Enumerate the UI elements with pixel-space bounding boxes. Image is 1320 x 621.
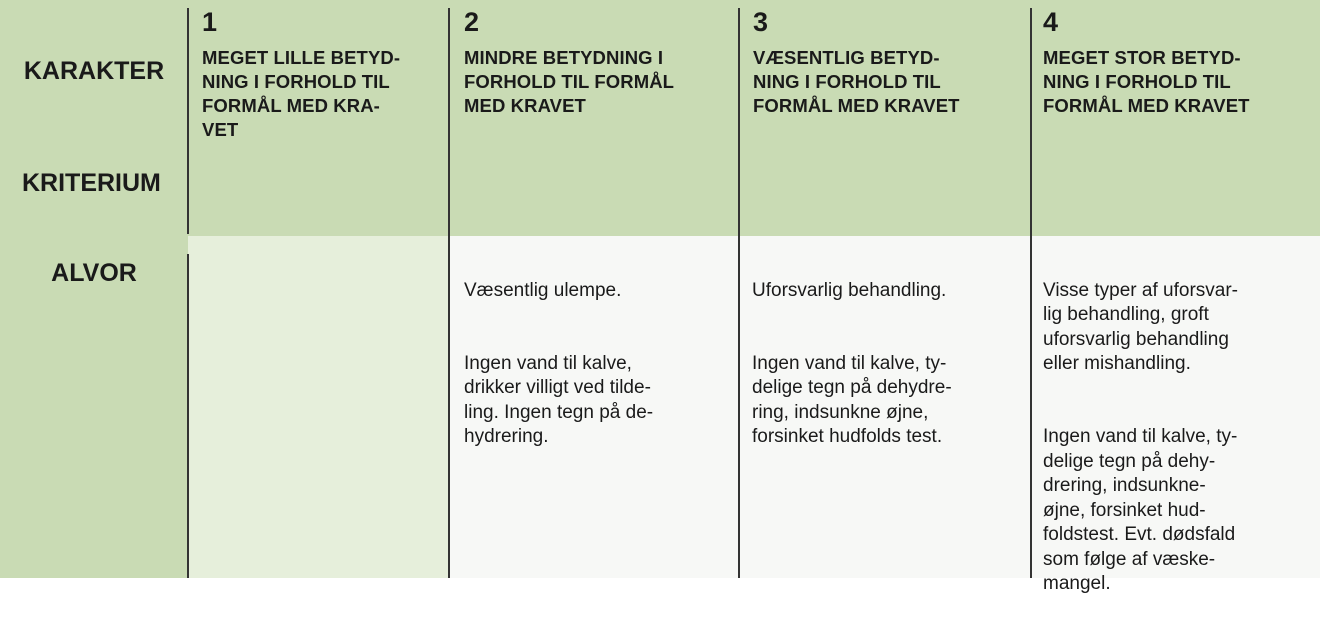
alvor-grade-3-cell xyxy=(752,254,1026,474)
severity-example: Ingen vand til kalve, ty- delige tegn på dehy- drering, indsunkne- øjne, forsinket hud- foldstest. Evt. dødsfald som følge af væske- mangel. xyxy=(1043,426,1238,594)
divider xyxy=(187,8,189,234)
alvor-grade-4-cell xyxy=(1043,254,1315,621)
grade-number: 4 xyxy=(1043,7,1059,37)
grade-description: MEGET STOR BETYD- NING I FORHOLD TIL FORMÅL MED KRAVET xyxy=(1043,47,1250,116)
grade-number: 3 xyxy=(753,7,769,37)
grade-1-header xyxy=(202,6,442,142)
karakter-label: KARAKTER xyxy=(23,57,165,85)
grade-1-body-cell xyxy=(188,236,449,578)
grade-description: MEGET LILLE BETYD- NING I FORHOLD TIL FORMÅL MED KRA- VET xyxy=(202,47,401,140)
grade-3-header xyxy=(753,6,1025,118)
grade-2-header xyxy=(464,6,734,118)
divider xyxy=(1030,8,1032,578)
grade-description: VÆSENTLIG BETYD- NING I FORHOLD TIL FORMÅL MED KRAVET xyxy=(753,47,960,116)
divider xyxy=(738,8,740,578)
grade-number: 1 xyxy=(202,7,218,37)
alvor-label: ALVOR xyxy=(51,259,137,287)
severity-summary: Visse typer af uforsvar- lig behandling, groft uforsvarlig behandling eller mishandling. xyxy=(1043,279,1239,374)
kriterium-label: KRITERIUM xyxy=(22,169,161,197)
grade-number: 2 xyxy=(464,7,480,37)
grade-4-header xyxy=(1043,6,1315,118)
severity-example: Ingen vand til kalve, drikker villigt ved tilde- ling. Ingen tegn på de- hydrering. xyxy=(464,352,654,447)
grade-description: MINDRE BETYDNING I FORHOLD TIL FORMÅL MED KRAVET xyxy=(464,47,675,116)
severity-example: Ingen vand til kalve, ty- delige tegn på dehydre- ring, indsunkne øjne, forsinket hudfolds test. xyxy=(752,352,952,447)
row-label-column xyxy=(0,0,188,578)
severity-summary: Væsentlig ulempe. xyxy=(464,279,622,301)
divider xyxy=(187,254,189,578)
severity-summary: Uforsvarlig behandling. xyxy=(752,279,947,301)
alvor-grade-2-cell xyxy=(464,254,734,474)
divider xyxy=(448,8,450,578)
